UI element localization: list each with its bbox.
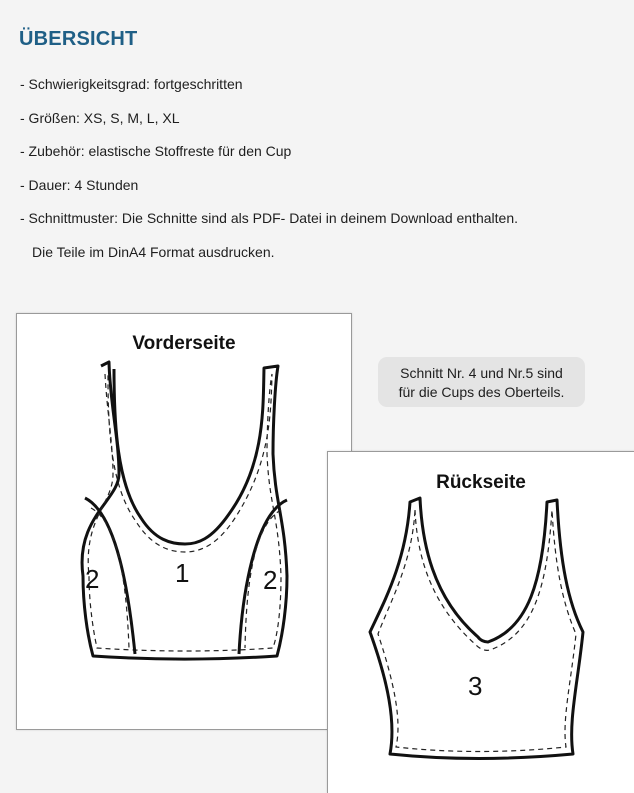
info-line-accessories: - Zubehör: elastische Stoffreste für den Cup bbox=[20, 143, 292, 159]
back-seam-allowance bbox=[378, 510, 576, 752]
piece-label-left: 2 bbox=[85, 564, 100, 594]
piece-label-center: 1 bbox=[175, 558, 190, 588]
front-bra-pattern bbox=[17, 314, 351, 729]
back-bra-pattern bbox=[328, 452, 634, 793]
back-panel-title: Rückseite bbox=[436, 472, 526, 493]
front-pattern-outline bbox=[82, 362, 287, 659]
overview-list bbox=[20, 76, 518, 277]
front-pattern-panel bbox=[16, 313, 352, 730]
back-pattern-panel bbox=[327, 451, 634, 793]
piece-label-back: 3 bbox=[468, 671, 483, 701]
cups-note-line-2: für die Cups des Oberteils. bbox=[398, 384, 565, 400]
info-line-print: Die Teile im DinA4 Format ausdrucken. bbox=[32, 243, 275, 260]
piece-label-right: 2 bbox=[263, 565, 278, 595]
front-seam-allowance bbox=[88, 374, 281, 651]
cups-note-line-1: Schnitt Nr. 4 und Nr.5 sind bbox=[400, 365, 563, 381]
page-title: ÜBERSICHT bbox=[19, 28, 138, 50]
cups-note bbox=[378, 357, 585, 407]
back-pattern-outline bbox=[370, 498, 583, 759]
info-line-pattern: - Schnittmuster: Die Schnitte sind als PDF- Datei in deinem Download enthalten. bbox=[20, 210, 519, 226]
front-panel-title: Vorderseite bbox=[132, 333, 236, 354]
info-line-duration: - Dauer: 4 Stunden bbox=[20, 176, 139, 193]
info-line-difficulty: - Schwierigkeitsgrad: fortgeschritten bbox=[20, 76, 243, 92]
info-line-sizes: - Größen: XS, S, M, L, XL bbox=[20, 109, 180, 126]
